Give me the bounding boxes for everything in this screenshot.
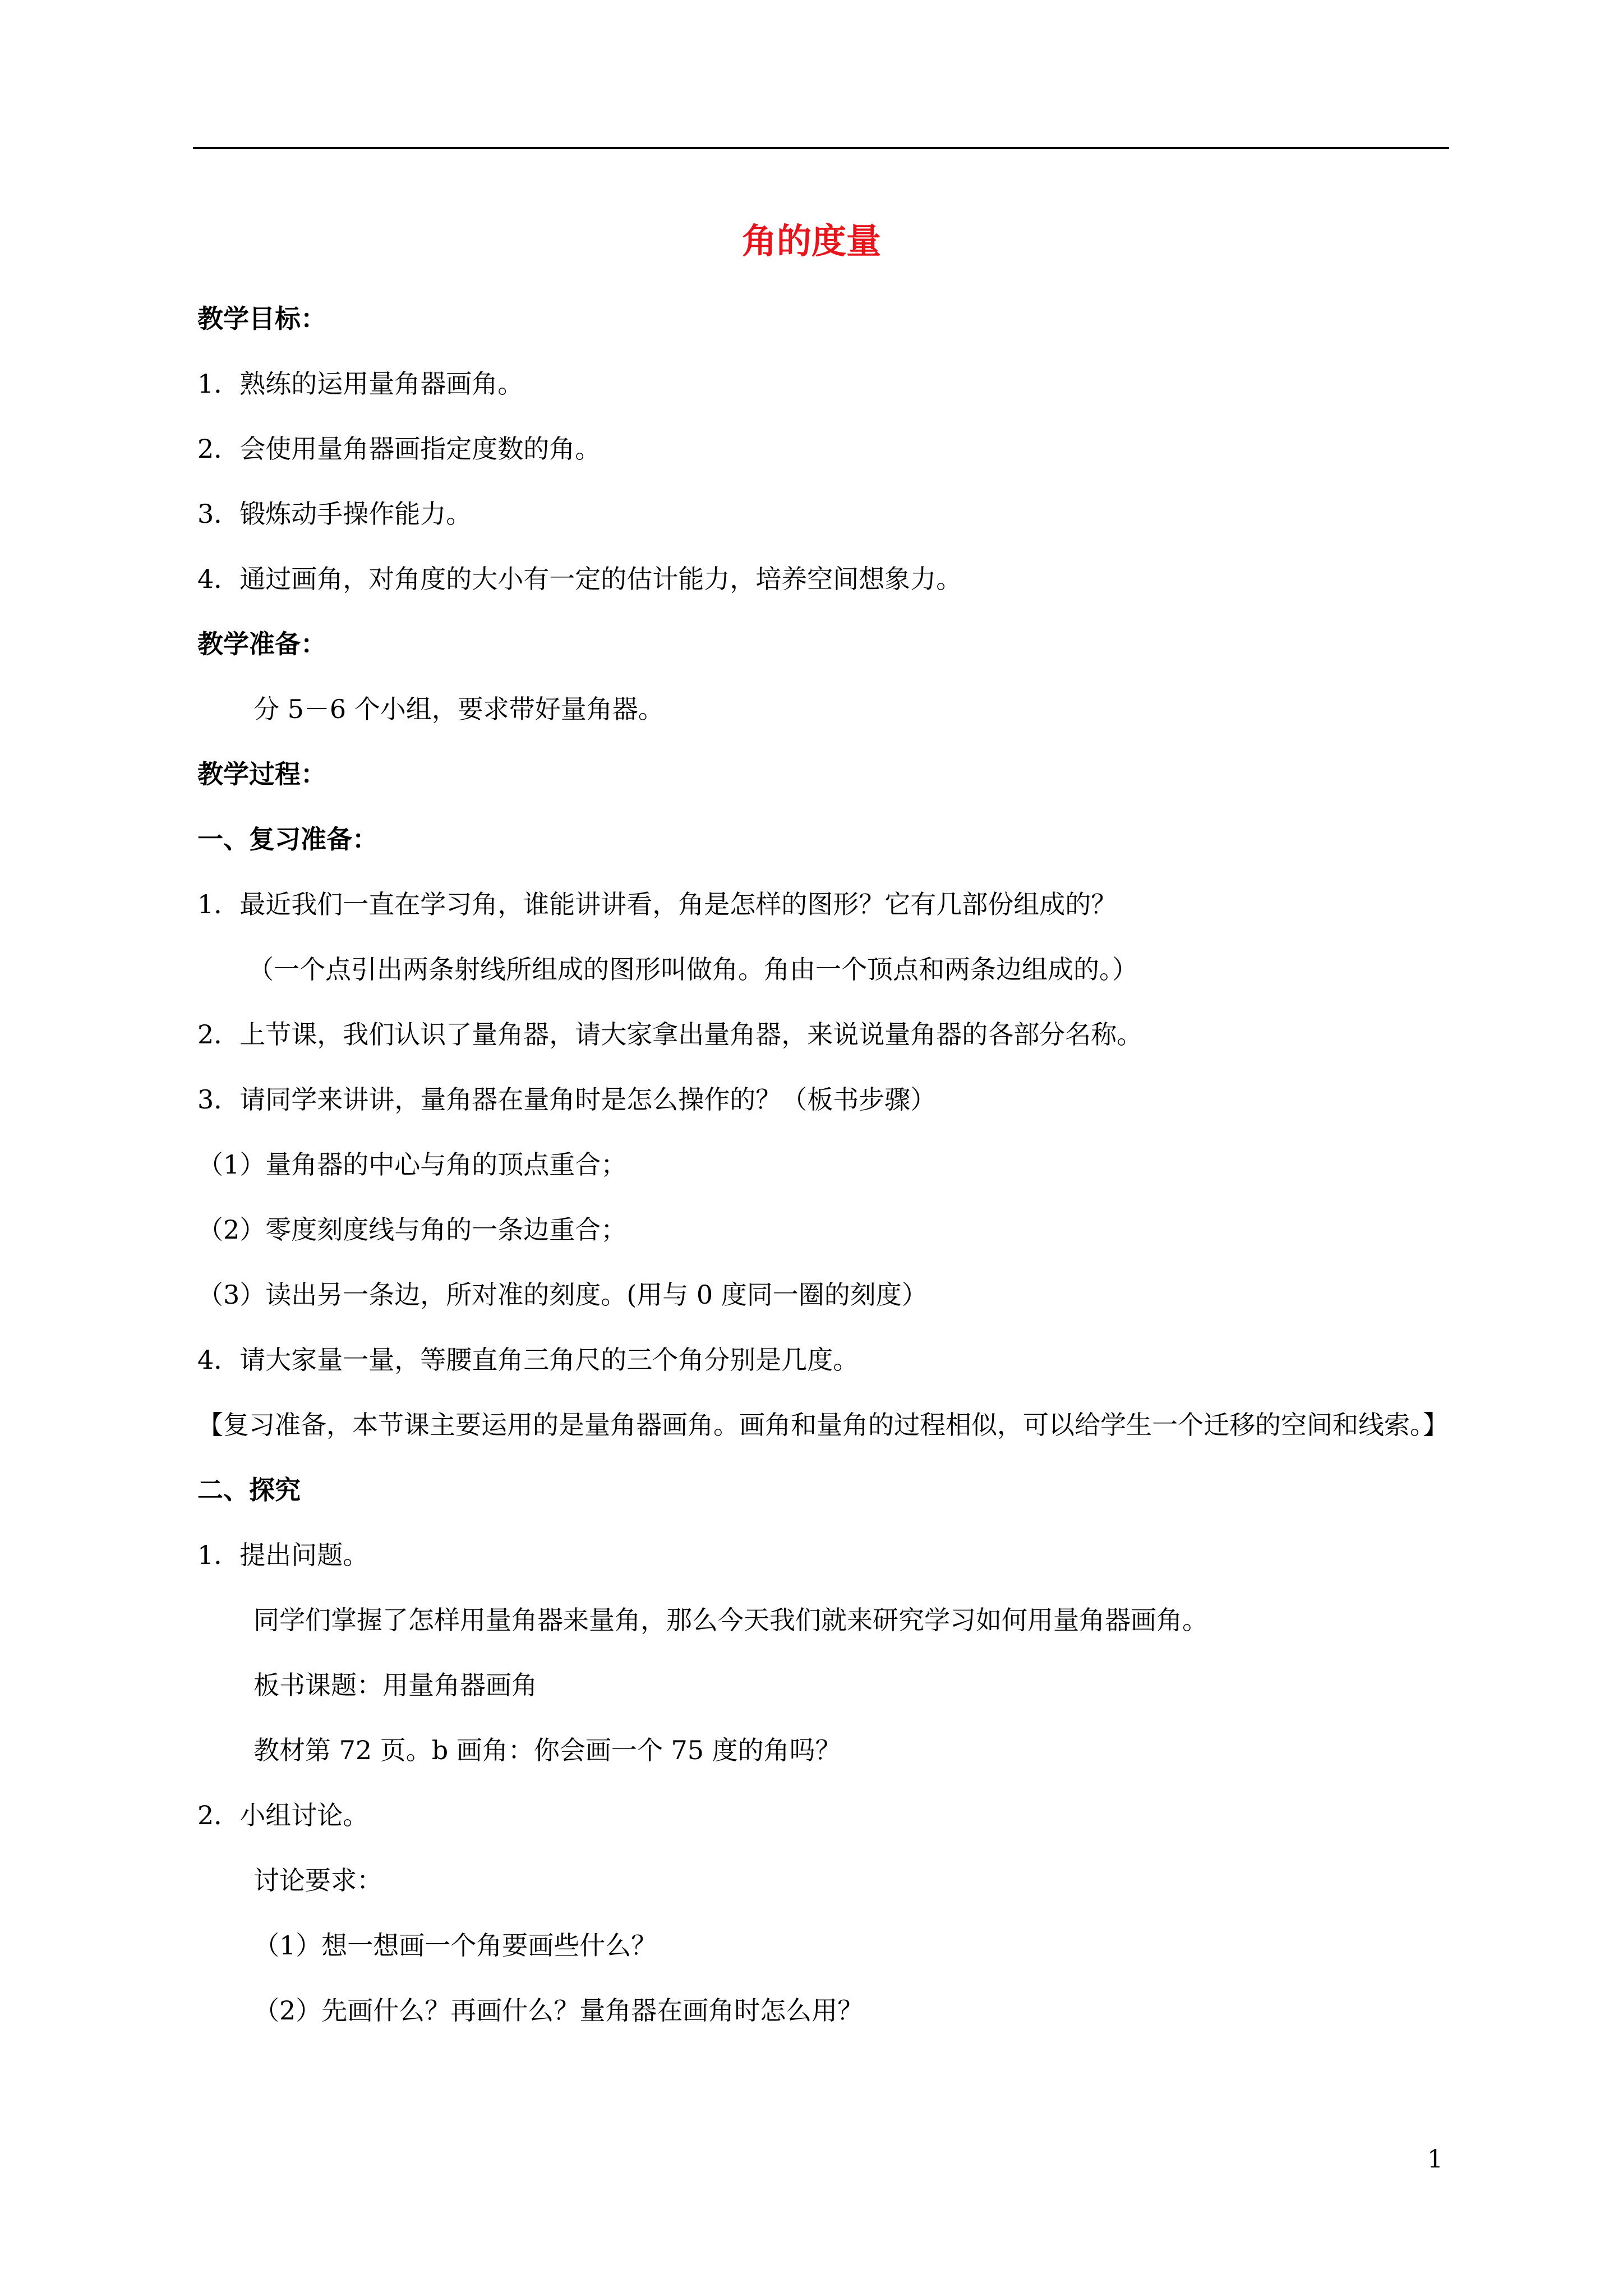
document-body	[197, 286, 1451, 2043]
discussion-question: （2）先画什么？再画什么？量角器在画角时怎么用？	[253, 1995, 864, 2026]
goal-item: 3．锻炼动手操作能力。	[197, 499, 472, 529]
step-item: （3）读出另一条边，所对准的刻度。(用与 0 度同一圈的刻度）	[197, 1280, 928, 1310]
discussion-requirements: 讨论要求：	[253, 1865, 382, 1895]
goal-item: 4．通过画角，对角度的大小有一定的估计能力，培养空间想象力。	[197, 564, 962, 594]
review-question: 4．请大家量一量，等腰直角三角尺的三个角分别是几度。	[197, 1345, 859, 1375]
step-item: （1）量角器的中心与角的顶点重合；	[197, 1149, 627, 1180]
goals-heading: 教学目标：	[197, 303, 326, 334]
step-item: （2）零度刻度线与角的一条边重合；	[197, 1214, 627, 1245]
prep-heading: 教学准备：	[197, 629, 326, 659]
goal-item: 2．会使用量角器画指定度数的角。	[197, 434, 601, 464]
page-title: 角的度量	[741, 220, 881, 261]
part2-heading: 二、探究	[197, 1475, 301, 1505]
process-heading: 教学过程：	[197, 759, 326, 789]
review-answer: （一个点引出两条射线所组成的图形叫做角。角由一个顶点和两条边组成的。）	[248, 954, 1138, 984]
explore-item: 1．提出问题。	[197, 1540, 369, 1570]
review-question: 1．最近我们一直在学习角，谁能讲讲看，角是怎样的图形？它有几部份组成的？	[197, 889, 1117, 919]
board-title: 板书课题：用量角器画角	[253, 1670, 537, 1700]
discussion-question: （1）想一想画一个角要画些什么？	[253, 1930, 657, 1961]
goal-item: 1．熟练的运用量角器画角。	[197, 369, 524, 399]
page-number: 1	[1427, 2145, 1443, 2174]
review-note: 【复习准备，本节课主要运用的是量角器画角。画角和量角的过程相似，可以给学生一个迁移的空间和线索。】	[197, 1410, 1449, 1440]
prep-text: 分 5－6 个小组，要求带好量角器。	[253, 694, 664, 724]
explore-item: 2．小组讨论。	[197, 1800, 369, 1830]
part1-heading: 一、复习准备：	[197, 824, 378, 854]
textbook-reference: 教材第 72 页。b 画角：你会画一个 75 度的角吗？	[253, 1735, 841, 1765]
header-rule	[193, 147, 1449, 149]
review-question: 3．请同学来讲讲，量角器在量角时是怎么操作的？（板书步骤）	[197, 1084, 937, 1115]
review-question: 2．上节课，我们认识了量角器，请大家拿出量角器，来说说量角器的各部分名称。	[197, 1019, 1143, 1050]
explore-text: 同学们掌握了怎样用量角器来量角，那么今天我们就来研究学习如何用量角器画角。	[253, 1605, 1208, 1635]
